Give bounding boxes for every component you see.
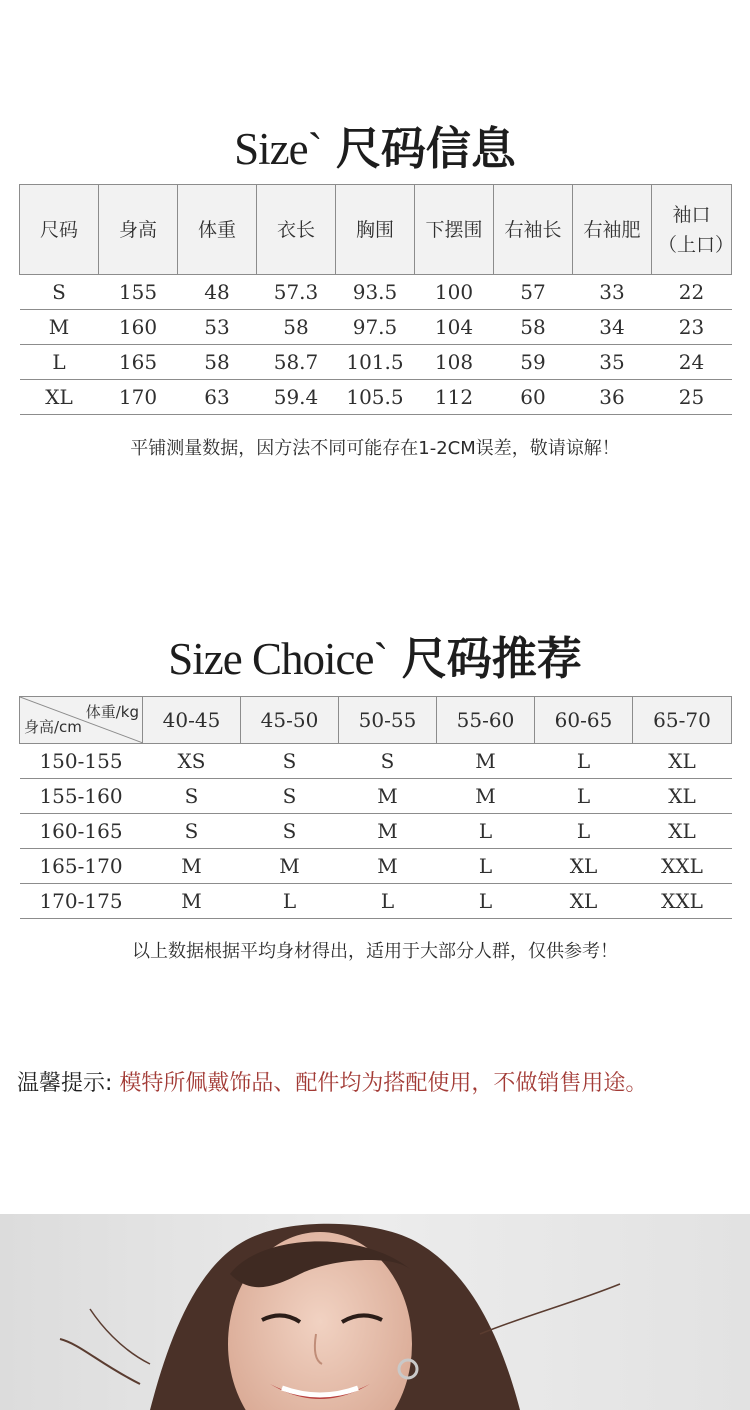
recommended-size-cell: XL xyxy=(535,849,633,884)
size-info-title-cn: 尺码信息 xyxy=(335,122,516,175)
header-cuff: 袖口（上口） xyxy=(652,185,732,275)
header-length: 衣长 xyxy=(257,185,336,275)
size-info-cell: 112 xyxy=(415,380,494,415)
recommended-size-cell: L xyxy=(535,814,633,849)
size-info-cell: 104 xyxy=(415,310,494,345)
size-info-row xyxy=(20,345,732,380)
size-info-cell: 105.5 xyxy=(336,380,415,415)
size-info-title-en: Size` xyxy=(234,124,322,174)
size-info-cell: 22 xyxy=(652,275,732,310)
recommendation-row xyxy=(20,779,732,814)
size-info-cell: 170 xyxy=(99,380,178,415)
recommended-size-cell: M xyxy=(437,779,535,814)
size-choice-title-cn: 尺码推荐 xyxy=(401,632,582,685)
weight-range-header: 60-65 xyxy=(535,697,633,744)
recommendation-row xyxy=(20,849,732,884)
size-info-cell: 165 xyxy=(99,345,178,380)
size-info-cell: 97.5 xyxy=(336,310,415,345)
size-info-cell: 57.3 xyxy=(257,275,336,310)
recommended-size-cell: L xyxy=(437,849,535,884)
recommended-size-cell: S xyxy=(143,779,241,814)
size-info-cell: 59 xyxy=(494,345,573,380)
header-hem: 下摆围 xyxy=(415,185,494,275)
recommended-size-cell: L xyxy=(437,884,535,919)
height-range-cell: 160-165 xyxy=(20,814,143,849)
size-info-cell: 160 xyxy=(99,310,178,345)
recommended-size-cell: M xyxy=(437,744,535,779)
size-info-cell: S xyxy=(20,275,99,310)
warm-tip-label: 温馨提示: xyxy=(17,1071,113,1096)
diagonal-corner-cell xyxy=(20,697,143,744)
recommended-size-cell: L xyxy=(339,884,437,919)
height-range-cell: 150-155 xyxy=(20,744,143,779)
recommendation-row xyxy=(20,814,732,849)
recommendation-header-row xyxy=(20,697,732,744)
size-info-cell: 58 xyxy=(257,310,336,345)
size-info-cell: 155 xyxy=(99,275,178,310)
size-info-cell: 53 xyxy=(178,310,257,345)
recommendation-note: 以上数据根据平均身材得出，适用于大部分人群，仅供参考！ xyxy=(132,941,618,962)
size-info-cell: 33 xyxy=(573,275,652,310)
recommended-size-cell: L xyxy=(437,814,535,849)
size-info-cell: 101.5 xyxy=(336,345,415,380)
weight-range-header: 50-55 xyxy=(339,697,437,744)
header-sleeve-width: 右袖肥 xyxy=(573,185,652,275)
size-info-cell: 63 xyxy=(178,380,257,415)
size-info-cell: 48 xyxy=(178,275,257,310)
size-info-cell: 24 xyxy=(652,345,732,380)
size-info-table xyxy=(19,184,735,415)
recommendation-row xyxy=(20,884,732,919)
header-size: 尺码 xyxy=(20,185,99,275)
size-info-cell: 93.5 xyxy=(336,275,415,310)
recommended-size-cell: S xyxy=(241,779,339,814)
recommended-size-cell: M xyxy=(143,849,241,884)
warm-tip xyxy=(17,1066,647,1097)
header-height: 身高 xyxy=(99,185,178,275)
recommended-size-cell: S xyxy=(241,744,339,779)
size-info-row xyxy=(20,275,732,310)
recommended-size-cell: M xyxy=(143,884,241,919)
recommendation-row xyxy=(20,744,732,779)
size-info-cell: M xyxy=(20,310,99,345)
recommended-size-cell: L xyxy=(535,744,633,779)
size-info-cell: L xyxy=(20,345,99,380)
size-info-cell: 23 xyxy=(652,310,732,345)
measurement-note: 平铺测量数据，因方法不同可能存在1-2CM误差，敬请谅解！ xyxy=(130,438,620,459)
weight-range-header: 45-50 xyxy=(241,697,339,744)
size-info-cell: 60 xyxy=(494,380,573,415)
height-range-cell: 155-160 xyxy=(20,779,143,814)
recommended-size-cell: S xyxy=(241,814,339,849)
weight-range-header: 55-60 xyxy=(437,697,535,744)
size-choice-title xyxy=(0,622,750,687)
size-info-cell: 36 xyxy=(573,380,652,415)
size-choice-title-en: Size Choice` xyxy=(168,634,388,684)
recommended-size-cell: L xyxy=(535,779,633,814)
recommended-size-cell: XXL xyxy=(633,884,732,919)
header-weight: 体重 xyxy=(178,185,257,275)
model-photo-illustration xyxy=(0,1214,750,1410)
recommended-size-cell: S xyxy=(143,814,241,849)
size-info-cell: 100 xyxy=(415,275,494,310)
size-info-row xyxy=(20,310,732,345)
height-range-cell: 165-170 xyxy=(20,849,143,884)
recommended-size-cell: XL xyxy=(633,779,732,814)
size-info-title xyxy=(0,112,750,177)
size-info-cell: 58 xyxy=(178,345,257,380)
recommended-size-cell: M xyxy=(339,814,437,849)
size-info-cell: XL xyxy=(20,380,99,415)
recommended-size-cell: XL xyxy=(633,814,732,849)
size-info-cell: 108 xyxy=(415,345,494,380)
size-info-cell: 57 xyxy=(494,275,573,310)
warm-tip-text: 模特所佩戴饰品、配件均为搭配使用，不做销售用途。 xyxy=(119,1071,648,1096)
weight-range-header: 65-70 xyxy=(633,697,732,744)
weight-range-header: 40-45 xyxy=(143,697,241,744)
size-info-cell: 58.7 xyxy=(257,345,336,380)
recommended-size-cell: M xyxy=(241,849,339,884)
recommended-size-cell: XXL xyxy=(633,849,732,884)
size-info-cell: 35 xyxy=(573,345,652,380)
weight-axis-label: 体重/kg xyxy=(85,703,139,721)
header-sleeve-length: 右袖长 xyxy=(494,185,573,275)
recommended-size-cell: XS xyxy=(143,744,241,779)
recommended-size-cell: M xyxy=(339,779,437,814)
recommended-size-cell: XL xyxy=(535,884,633,919)
size-info-row xyxy=(20,380,732,415)
height-axis-label: 身高/cm xyxy=(24,718,82,736)
size-info-cell: 58 xyxy=(494,310,573,345)
size-info-header-row xyxy=(20,185,732,275)
header-chest: 胸围 xyxy=(336,185,415,275)
model-photo xyxy=(0,1214,750,1410)
size-recommendation-table xyxy=(19,696,732,919)
recommended-size-cell: S xyxy=(339,744,437,779)
size-info-cell: 59.4 xyxy=(257,380,336,415)
size-info-cell: 25 xyxy=(652,380,732,415)
size-info-cell: 34 xyxy=(573,310,652,345)
recommended-size-cell: XL xyxy=(633,744,732,779)
recommended-size-cell: M xyxy=(339,849,437,884)
recommended-size-cell: L xyxy=(241,884,339,919)
height-range-cell: 170-175 xyxy=(20,884,143,919)
